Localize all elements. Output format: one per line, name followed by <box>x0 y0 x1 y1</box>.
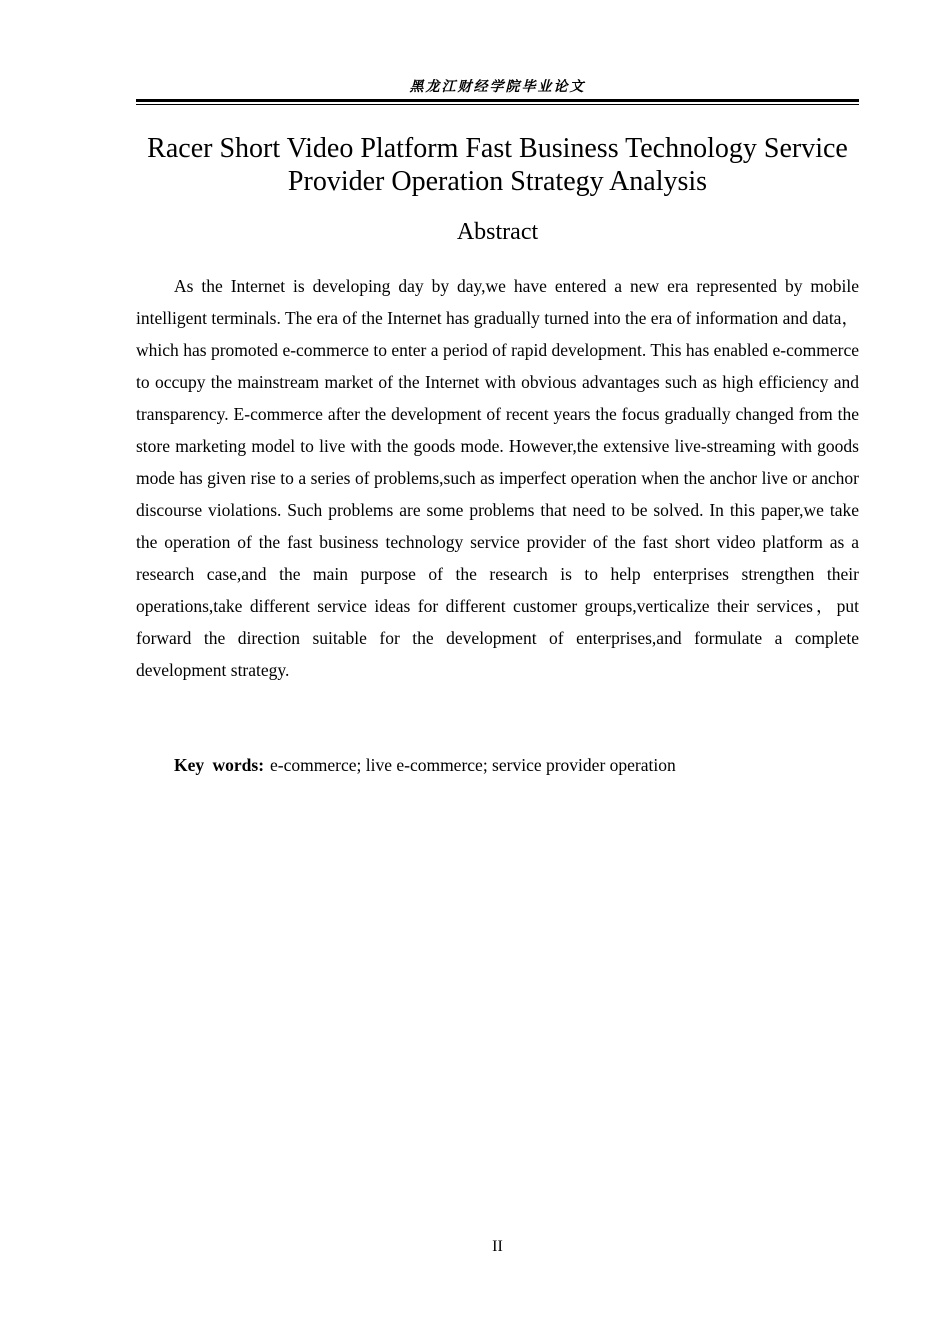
keywords-label: Key words: <box>174 755 265 775</box>
abstract-body: As the Internet is developing day by day,we have entered a new era represented by mobile intelligent terminals. The era of the Internet has gradually turned into the era of information and data，which has promoted e-commerce to enter a period of rapid development. This has enabled e-commerce to occupy the mainstream market of the Internet with obvious advantages such as high efficiency and transparency. E-commerce after the development of recent years the focus gradually changed from the store marketing model to live with the goods mode. However,the extensive live-streaming with goods mode has given rise to a series of problems,such as imperfect operation when the anchor live or anchor discourse violations. Such problems are some problems that need to be solved. In this paper,we take the operation of the fast business technology service provider of the fast short video platform as a research case,and the main purpose of the research is to help enterprises strengthen their operations,take different service ideas for different customer groups,verticalize their services，put forward the direction suitable for the development of enterprises,and formulate a complete development strategy. <box>136 276 859 680</box>
abstract-heading: Abstract <box>456 219 539 245</box>
header-double-rule <box>136 99 859 105</box>
running-header: 黑龙江财经学院毕业论文 <box>409 79 586 95</box>
keywords-line <box>174 750 859 780</box>
page-number: II <box>492 1238 503 1255</box>
keywords-value: e-commerce; live e-commerce; service provider operation <box>270 755 676 775</box>
paper-title: Racer Short Video Platform Fast Business Technology Service Provider Operation Strategy Analysis <box>147 133 848 197</box>
